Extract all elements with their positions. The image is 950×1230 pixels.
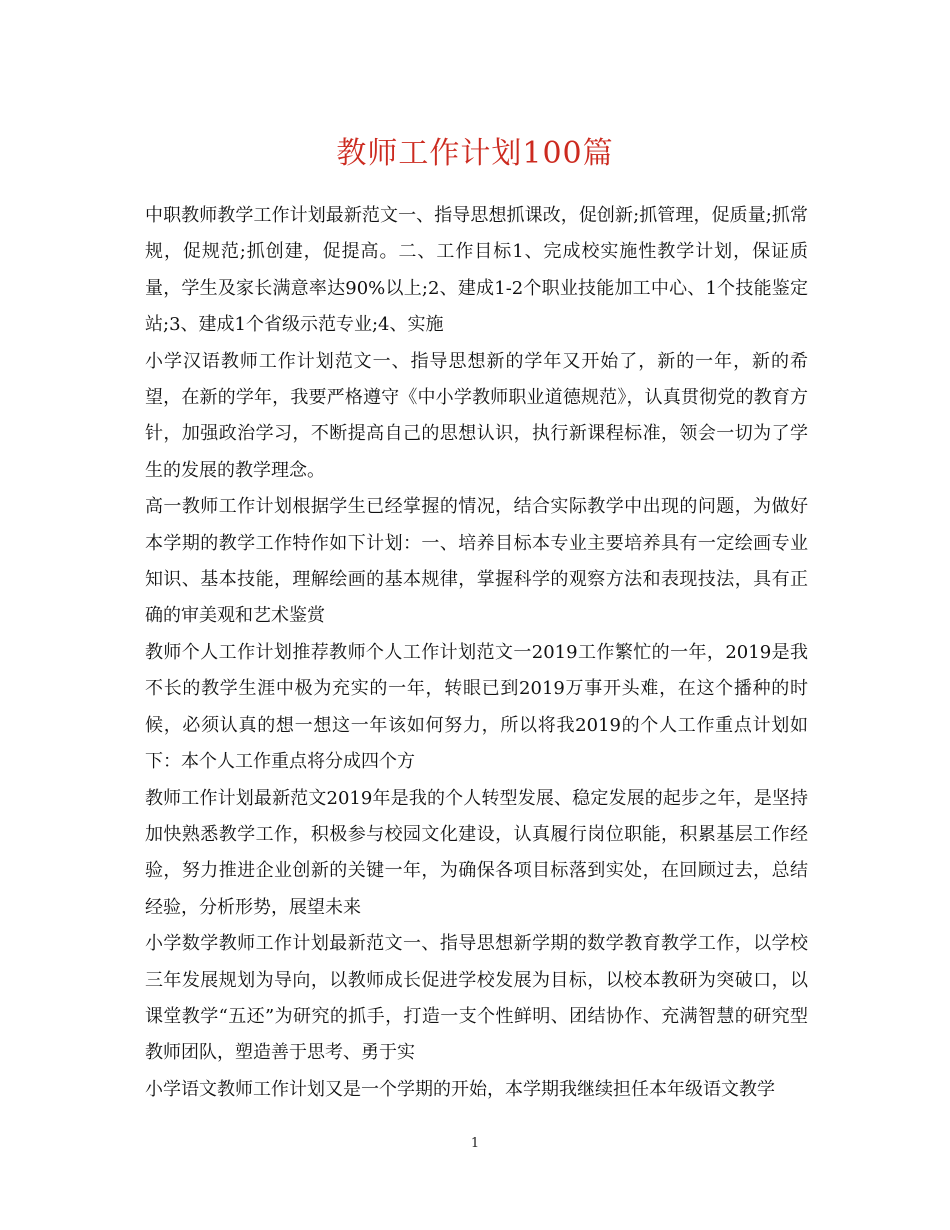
document-title: 教师工作计划100篇 bbox=[336, 136, 614, 171]
paragraph-personal-plan: 教师个人工作计划推荐教师个人工作计划范文一2019工作繁忙的一年，2019是我不长的教学生涯中极为充实的一年，转眼已到2019万事开头难，在这个播种的时候，必须认真的想一想这一年该如何努力，所以将我2019的个人工作重点计划如下：本个人工作重点将分成四个方 bbox=[145, 641, 808, 773]
paragraph-primary-language-plan: 小学语文教师工作计划又是一个学期的开始，本学期我继续担任本年级语文教学 bbox=[145, 1078, 775, 1100]
paragraph-grade-ten-plan: 高一教师工作计划根据学生已经掌握的情况，结合实际教学中出现的问题，为做好本学期的教学工作特作如下计划：一、培养目标本专业主要培养具有一定绘画专业知识、基本技能，理解绘画的基本规律，掌握科学的观察方法和表现技法，具有正确的审美观和艺术鉴赏 bbox=[145, 496, 808, 627]
paragraph-primary-math-plan: 小学数学教师工作计划最新范文一、指导思想新学期的数学教育教学工作，以学校三年发展规划为导向，以教师成长促进学校发展为目标，以校本教研为突破口，以课堂教学“五还”为研究的抓手，打造一支个性鲜明、团结协作、充满智慧的研究型教师团队，塑造善于思考、勇于实 bbox=[145, 933, 808, 1064]
page-number: 1 bbox=[470, 1136, 480, 1151]
paragraph-latest-plan: 教师工作计划最新范文2019年是我的个人转型发展、稳定发展的起步之年，是坚持加快熟悉教学工作，积极参与校园文化建设，认真履行岗位职能，积累基层工作经验，努力推进企业创新的关键一年，为确保各项目标落到实处，在回顾过去，总结经验，分析形势，展望未来 bbox=[145, 787, 808, 918]
paragraph-secondary-vocational-plan: 中职教师教学工作计划最新范文一、指导思想抓课改，促创新;抓管理，促质量;抓常规，促规范;抓创建，促提高。二、工作目标1、完成校实施性教学计划，保证质量，学生及家长满意率达90%以上;2、建成1-2个职业技能加工中心、1个技能鉴定站;3、建成1个省级示范专业;4、实施 bbox=[145, 205, 808, 336]
document-body bbox=[145, 198, 808, 1108]
paragraph-primary-chinese-plan: 小学汉语教师工作计划范文一、指导思想新的学年又开始了，新的一年，新的希望，在新的学年，我要严格遵守《中小学教师职业道德规范》，认真贯彻党的教育方针，加强政治学习，不断提高自己的思想认识，执行新课程标准，领会一切为了学生的发展的教学理念。 bbox=[145, 350, 808, 481]
